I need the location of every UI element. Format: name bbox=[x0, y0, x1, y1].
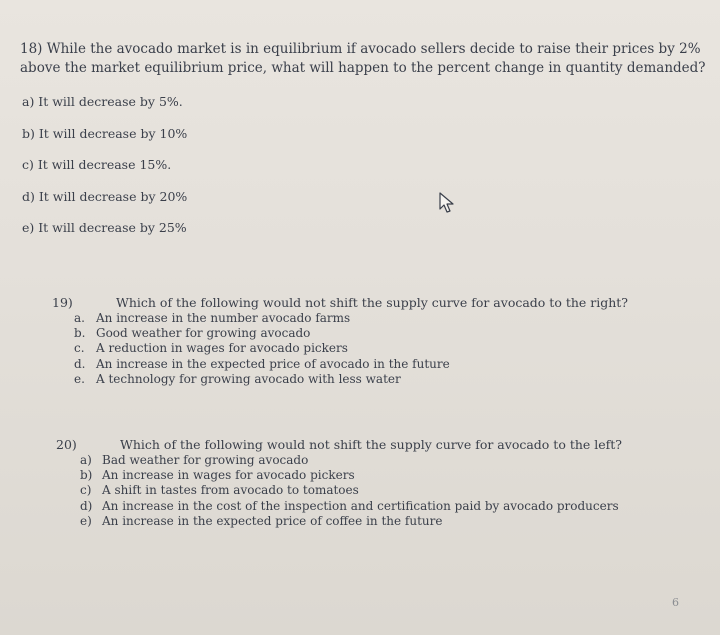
option-letter: d. bbox=[74, 356, 86, 371]
option-c bbox=[56, 483, 706, 498]
option-letter: a) bbox=[80, 453, 92, 467]
option-letter: e. bbox=[74, 371, 85, 386]
option-b bbox=[56, 468, 706, 483]
question-number: 19) bbox=[52, 295, 73, 310]
question-19-heading bbox=[52, 295, 702, 311]
option-text: An increase in the number avocado farms bbox=[96, 311, 351, 325]
option-letter: c) bbox=[80, 483, 92, 498]
question-18-stem: 18) While the avocado market is in equilibrium if avocado sellers decide to raise their prices by 2% above the market equilibrium price, what will happen to the percent change in quantity demanded? bbox=[20, 41, 706, 76]
option-b: b) It will decrease by 10% bbox=[22, 125, 188, 141]
option-text: Good weather for growing avocado bbox=[96, 326, 311, 341]
option-a: a) It will decrease by 5%. bbox=[22, 94, 183, 109]
mouse-pointer-icon bbox=[438, 192, 456, 214]
question-19 bbox=[52, 295, 702, 387]
option-letter: c. bbox=[74, 341, 85, 356]
option-text: An increase in the expected price of avocado in the future bbox=[96, 356, 450, 371]
question-19-text: Which of the following would not shift the supply curve for avocado to the right? bbox=[116, 295, 629, 310]
option-text: Bad weather for growing avocado bbox=[102, 453, 309, 467]
option-text: An increase in the expected price of coffee in the future bbox=[102, 513, 443, 528]
option-letter: a. bbox=[74, 311, 85, 325]
page-number: 6 bbox=[672, 596, 679, 609]
option-text: An increase in the cost of the inspection and certification paid by avocado producers bbox=[102, 498, 619, 513]
option-d bbox=[52, 357, 702, 372]
option-text: A technology for growing avocado with less water bbox=[96, 371, 401, 386]
option-letter: b. bbox=[74, 326, 86, 341]
option-b bbox=[52, 326, 702, 341]
option-e bbox=[52, 372, 702, 387]
option-a bbox=[52, 311, 702, 326]
question-18-options bbox=[20, 92, 710, 250]
question-20 bbox=[56, 437, 706, 529]
option-c bbox=[52, 341, 702, 356]
question-20-heading bbox=[56, 437, 706, 453]
option-d bbox=[56, 499, 706, 514]
question-20-text: Which of the following would not shift the supply curve for avocado to the left? bbox=[120, 437, 623, 452]
option-text: A shift in tastes from avocado to tomatoes bbox=[102, 483, 359, 498]
option-c: c) It will decrease 15%. bbox=[22, 157, 172, 172]
option-letter: b) bbox=[80, 468, 93, 483]
question-18 bbox=[20, 40, 710, 250]
option-text: A reduction in wages for avocado pickers bbox=[96, 341, 348, 356]
option-a bbox=[56, 453, 706, 468]
option-letter: e) bbox=[80, 513, 92, 528]
question-number: 20) bbox=[56, 437, 77, 452]
option-d: d) It will decrease by 20% bbox=[22, 188, 188, 204]
option-e: e) It will decrease by 25% bbox=[22, 220, 187, 235]
option-e bbox=[56, 514, 706, 529]
option-letter: d) bbox=[80, 498, 93, 513]
option-text: An increase in wages for avocado pickers bbox=[102, 468, 355, 483]
